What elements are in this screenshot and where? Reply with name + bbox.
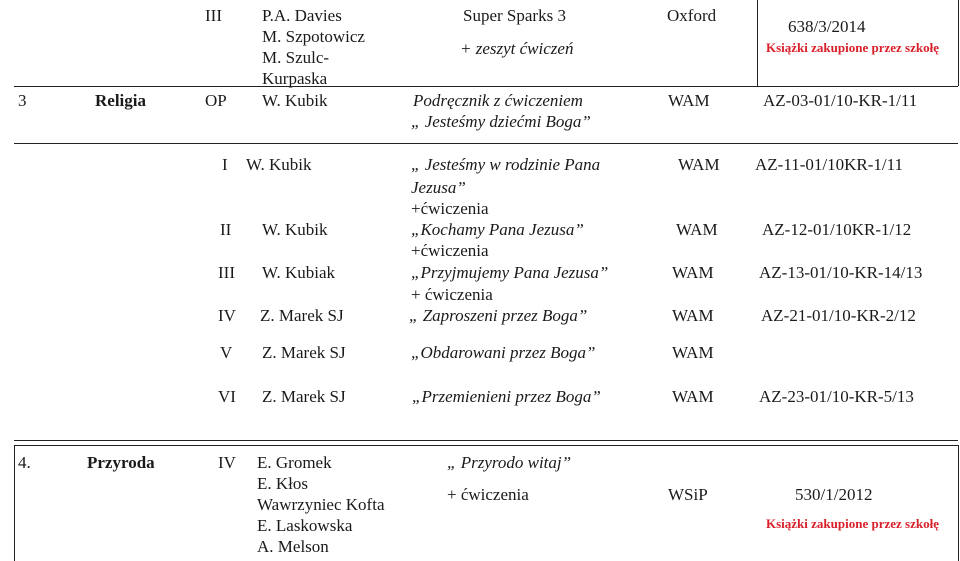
author-line: P.A. Davies [262,6,342,25]
religia-row-author: Z. Marek SJ [260,306,344,325]
religia-subject: Religia [95,91,146,110]
przyroda-note: Książki zakupione przez szkołę [766,516,939,531]
religia-author: W. Kubik [262,91,328,110]
author-line: E. Kłos [257,474,308,493]
przyroda-title: „ Przyrodo witaj” [447,453,572,472]
przyroda-number: 4. [18,453,31,472]
row-divider-przyroda-inner [14,445,958,446]
top-row-publisher: Oxford [667,6,717,25]
religia-row-author: W. Kubiak [262,263,336,282]
top-row-note: Książki zakupione przez szkołę [766,40,939,55]
religia-row-approval: AZ-21-01/10-KR-2/12 [761,306,916,325]
przyroda-extra: + ćwiczenia [447,485,529,504]
religia-row-class: I [222,155,228,174]
religia-row-publisher: WAM [672,343,714,362]
religia-row-approval: AZ-23-01/10-KR-5/13 [759,387,914,406]
religia-row-class: II [220,220,232,239]
religia-row-class: III [218,263,235,282]
row-divider-religia-sub [14,143,958,144]
religia-row-author: W. Kubik [246,155,312,174]
row-divider-top-religia [14,86,958,87]
author-line: M. Szulc- [262,48,330,67]
religia-row-class: IV [218,306,236,325]
religia-row-title: „Obdarowani przez Boga” [411,343,596,362]
religia-row-publisher: WAM [676,220,718,239]
author-line: M. Szpotowicz [262,27,365,46]
religia-title-line: „ Jesteśmy dziećmi Boga” [411,112,591,131]
top-row-subtitle: + zeszyt ćwiczeń [460,39,574,58]
religia-row-title: „Przyjmujemy Pana Jezusa” [411,263,609,282]
top-row-title: Super Sparks 3 [463,6,566,25]
religia-row-author: Z. Marek SJ [262,387,346,406]
religia-row-publisher: WAM [672,387,714,406]
table-right-border [958,445,959,561]
author-line: E. Gromek [257,453,332,472]
top-row-approval: 638/3/2014 [788,17,866,36]
religia-row-extra: + ćwiczenia [411,285,493,304]
religia-row-author: Z. Marek SJ [262,343,346,362]
author-line: E. Laskowska [257,516,353,535]
religia-row-author: W. Kubik [262,220,328,239]
table-right-border [958,0,959,86]
author-line: Wawrzyniec Kofta [257,495,385,514]
religia-row-title: „Przemienieni przez Boga” [412,387,601,406]
top-row-class: III [205,6,222,25]
top-row-authors [262,5,365,89]
przyroda-subject: Przyroda [87,453,155,472]
religia-approval: AZ-03-01/10-KR-1/11 [763,91,918,110]
religia-row-title: „Kochamy Pana Jezusa” [411,220,584,239]
religia-row-class: VI [218,387,236,406]
religia-row-title: „ Jesteśmy w rodzinie Pana [411,155,601,174]
religia-publisher: WAM [668,91,710,110]
religia-row-approval: AZ-11-01/10KR-1/11 [755,155,903,174]
author-line: Kurpaska [262,69,328,88]
religia-row-title: Jezusa” [411,178,466,197]
religia-class: OP [205,91,227,110]
religia-row-extra: +ćwiczenia [411,241,489,260]
religia-row-class: V [220,343,233,362]
przyroda-approval: 530/1/2012 [795,485,873,504]
table-left-border [14,445,15,561]
religia-row-approval: AZ-13-01/10-KR-14/13 [759,263,923,282]
przyroda-publisher: WSiP [668,485,708,504]
religia-row-publisher: WAM [678,155,720,174]
religia-row-title: „ Zaproszeni przez Boga” [409,306,588,325]
author-line: A. Melson [257,537,329,556]
religia-row-publisher: WAM [672,263,714,282]
religia-row-publisher: WAM [672,306,714,325]
religia-title-line: Podręcznik z ćwiczeniem [413,91,583,110]
przyroda-authors [257,452,384,557]
przyroda-class: IV [218,453,236,472]
religia-row-approval: AZ-12-01/10KR-1/12 [762,220,912,239]
cell-divider-approval [757,0,758,86]
religia-number: 3 [18,91,27,110]
row-divider-religia-przyroda [14,440,958,441]
religia-row-extra: +ćwiczenia [411,199,489,218]
